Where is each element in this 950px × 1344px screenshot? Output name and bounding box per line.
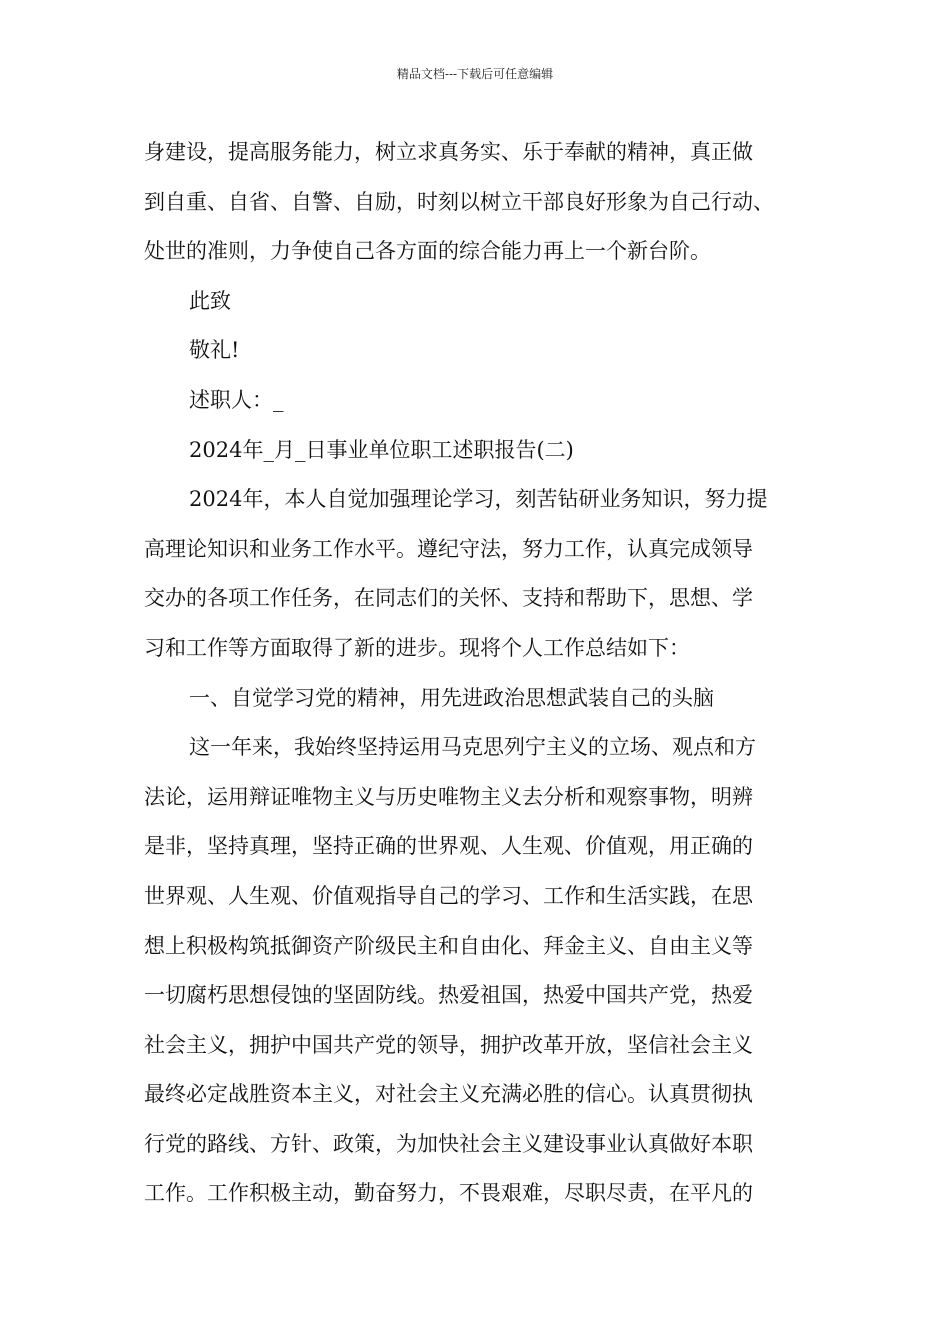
- text-line: 世界观、人生观、价值观指导自己的学习、工作和生活实践，在思: [144, 883, 753, 908]
- text-line: 一、自觉学习党的精神，用先进政治思想武装自己的头脑: [189, 685, 714, 710]
- text-line: 是非，坚持真理，坚持正确的世界观、人生观、价值观，用正确的: [144, 834, 753, 859]
- text-line: 身建设，提高服务能力，树立求真务实、乐于奉献的精神，真正做: [144, 140, 753, 164]
- page-header: 精品文档---下载后可任意编辑: [396, 67, 554, 81]
- text-line: 高理论知识和业务工作水平。遵纪守法，努力工作，认真完成领导: [144, 536, 753, 561]
- text-line: 工作。工作积极主动，勤奋努力，不畏艰难，尽职尽责，在平凡的: [144, 1181, 753, 1206]
- text-line: 交办的各项工作任务，在同志们的关怀、支持和帮助下，思想、学: [144, 586, 753, 611]
- text-line: 这一年来，我始终坚持运用马克思列宁主义的立场、观点和方: [189, 735, 756, 760]
- text-line: 一切腐朽思想侵蚀的坚固防线。热爱祖国，热爱中国共产党，热爱: [144, 983, 753, 1008]
- text-line: 述职人：_: [189, 387, 284, 412]
- text-line: 敬礼!: [189, 338, 240, 363]
- text-line: 最终必定战胜资本主义，对社会主义充满必胜的信心。认真贯彻执: [144, 1082, 753, 1107]
- document-body: [144, 132, 824, 1223]
- text-line: 2024年_月_日事业单位职工述职报告(二): [189, 437, 574, 462]
- text-line: 法论，运用辩证唯物主义与历史唯物主义去分析和观察事物，明辨: [144, 784, 753, 809]
- text-line: 社会主义，拥护中国共产党的领导，拥护改革开放，坚信社会主义: [144, 1032, 753, 1057]
- text-line: 习和工作等方面取得了新的进步。现将个人工作总结如下：: [144, 635, 690, 660]
- text-line: 处世的准则，力争使自己各方面的综合能力再上一个新台阶。: [144, 239, 711, 264]
- text-line: 到自重、自省、自警、自励，时刻以树立干部良好形象为自己行动、: [144, 189, 774, 214]
- text-line: 想上积极构筑抵御资产阶级民主和自由化、拜金主义、自由主义等: [144, 933, 753, 958]
- text-line: 2024年，本人自觉加强理论学习，刻苦钻研业务知识，努力提: [189, 487, 768, 512]
- text-line: 行党的路线、方针、政策，为加快社会主义建设事业认真做好本职: [144, 1131, 753, 1156]
- text-line: 此致: [189, 288, 231, 313]
